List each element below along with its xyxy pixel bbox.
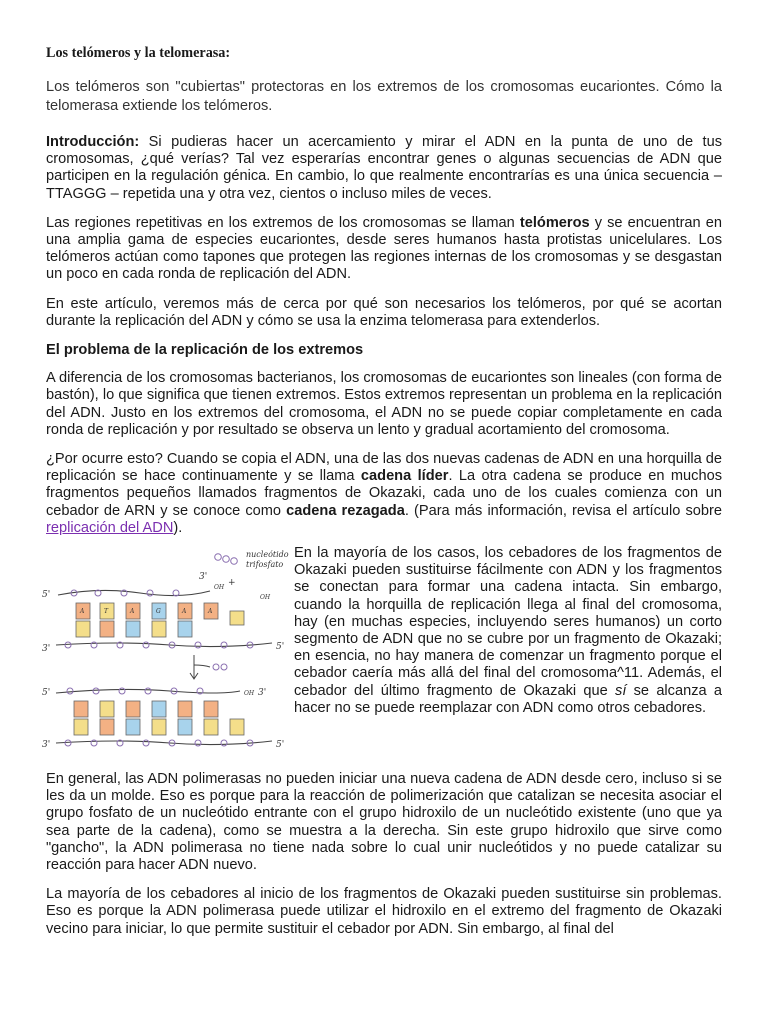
base-letter: T [104, 608, 109, 616]
text-run: y se encuentran en una amplia gama de especies eucariontes, desde seres humanos hasta protistas unicelulares. Los telómeros actúan como tapones que protegen las regiones internas de los cromosomas y se desgastan un poco en cada ronda de replicación del ADN. [46, 214, 722, 283]
replication-section [42, 451, 723, 751]
telomeres-paragraph [46, 215, 722, 284]
label-3prime-lower: 3' [258, 688, 267, 699]
okazaki-primer-figure [40, 537, 290, 751]
document-subtitle: Los telómeros son "cubiertas" protectoras en los extremos de los cromosomas eucariontes. Cómo la telomerasa extiende los telómeros. [46, 79, 722, 114]
linear-chromosomes-paragraph: A diferencia de los cromosomas bacterianos, los cromosomas de eucariontes son lineales (con forma de bastón), lo que significa que tienen extremos. Estos extremos representan un problema en la replicación del ADN. Justo en los extremos del cromosoma, el ADN no se puede copiar completamente en cada ronda de replicación y por resultado se observa un lento y gradual acortamiento del cromosoma. [46, 370, 722, 438]
label-plus: + [228, 578, 236, 589]
term-lagging-strand: cadena rezagada [286, 502, 405, 519]
intro-paragraph [46, 134, 722, 203]
label-oh-top: OH [214, 584, 225, 592]
article-overview-paragraph: En este artículo, veremos más de cerca por qué son necesarios los telómeros, por qué se acortan durante la replicación del ADN y cómo se usa la enzima telomerasa para extenderlos. [46, 295, 722, 329]
dna-strand-diagram [40, 537, 290, 751]
section-heading: El problema de la replicación de los extremos [46, 342, 364, 359]
text-run: . La otra cadena se produce en muchos fragmentos pequeños llamados fragmentos de Okazaki, cada uno de los cuales comienza con un cebador de ARN y se conoce como [46, 468, 723, 519]
intro-text: Si pudieras hacer un acercamiento y mirar el ADN en la punta de uno de tus cromosomas, ¿qué verías? Tal vez esperarías encontrar genes o algunas secuencias de ADN que participen en la regulación génica. En cambio, lo que realmente encontrarías es una única secuencia – TTAGGG – repetida una y otra vez, cientos o incluso miles de veces. [46, 134, 722, 202]
label-oh-lower: OH [244, 690, 255, 698]
polymerase-paragraph: En general, las ADN polimerasas no pueden iniciar una nueva cadena de ADN desde cero, incluso si se les da un molde. Eso es porque para la reacción de polimerización que catalizan se necesita asociar el grupo fosfato de un nucleótido entrante con el grupo hidroxilo de un nucleótido existente (uno que ya sea parte de la cadena), como se muestra a la derecha. Sin este grupo hidroxilo que sirve como "gancho", la ADN polimerasa no tiene nada sobre lo cual unir nucleótidos y no puede catalizar su reacción para hacer ADN nuevo. [46, 771, 722, 874]
intro-label: Introducción: [46, 134, 140, 150]
text-run: se alcanza a hacer no se puede reemplazar con ADN como otros cebadores. [294, 682, 723, 716]
text-run: . (Para más información, revisa el artículo sobre [404, 502, 722, 519]
label-3prime-lower-bottom: 3' [42, 740, 51, 751]
text-run: ¿Por ocurre esto? Cuando se copia el ADN, una de las dos nuevas cadenas de ADN en una horquilla de replicación se hace continuamente y se llama [46, 451, 722, 485]
lower-base-pairs [74, 701, 244, 735]
label-5prime-bottom: 5' [276, 642, 285, 653]
label-3prime-top: 3' [199, 572, 208, 583]
label-oh-right: OH [260, 594, 271, 602]
label-5prime-lower-bottom: 5' [276, 740, 285, 751]
text-run: Las regiones repetitivas en los extremos de los cromosomas se llaman [46, 214, 520, 231]
triphosphate-beads [215, 554, 238, 565]
base-letter: A [182, 608, 187, 616]
leading-lagging-paragraph [46, 451, 722, 537]
base-letter: A [208, 608, 213, 616]
label-nucleotide: nucleótido [246, 550, 289, 560]
base-letter: A [130, 608, 135, 616]
base-letter: A [80, 608, 85, 616]
top-base-letters [79, 608, 213, 615]
emphasis-si: sí [615, 682, 627, 699]
text-run: En la mayoría de los casos, los cebadores de los fragmentos de Okazaki pueden sustituirse fácilmente con ADN y los fragmentos se conectan para formar una cadena intacta. Sin embargo, cuando la horquilla de replicación llega al final del cromosoma, hay (en muchas especies, incluyendo seres humanos) un corto segmento de ADN que no se cubre por un fragmento de Okazaki; en esencia, no hay manera de comenzar un fragmento porque el cebador caería más allá del final del cromosoma^11. Además, el cebador del último fragmento de Okazaki que [294, 545, 722, 699]
term-leading-strand: cadena líder [360, 468, 449, 485]
primers-replacement-paragraph: La mayoría de los cebadores al inicio de los fragmentos de Okazaki pueden sustituirse sin problemas. Eso es porque la ADN polimerasa puede utilizar el hidroxilo en el extremo del fragmento de Okazaki vecino para iniciar, lo que permite sustituir el cebador por ADN. Sin embargo, al final del [46, 886, 722, 937]
label-5prime-top: 5' [42, 590, 51, 601]
released-pyrophosphate [213, 664, 227, 670]
term-telomeres: telómeros [519, 214, 590, 231]
base-letter: G [156, 608, 161, 616]
dna-replication-link[interactable]: replicación del ADN [46, 519, 174, 536]
label-triphosphate: trifosfato [246, 560, 284, 570]
document-content [42, 44, 723, 950]
text-run: ). [173, 519, 183, 536]
label-3prime-bottom: 3' [42, 644, 51, 655]
label-5prime-lower: 5' [42, 688, 51, 699]
document-title: Los telómeros y la telomerasa: [46, 45, 231, 61]
